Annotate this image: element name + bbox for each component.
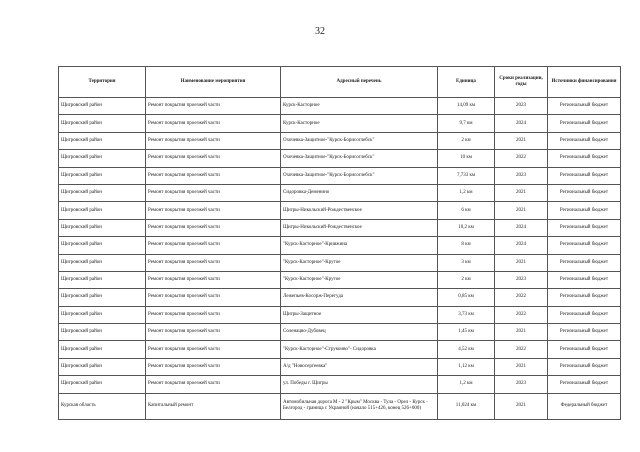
table-row xyxy=(59,254,621,271)
table-row xyxy=(59,271,621,288)
cell-unit: 7,733 км xyxy=(438,167,495,184)
cell-unit: 1,45 км xyxy=(438,324,495,341)
cell-territory: Щигровский район xyxy=(59,237,146,254)
cell-source: Региональный бюджет xyxy=(548,324,621,341)
header-row xyxy=(59,67,621,98)
table-row xyxy=(59,358,621,375)
cell-source: Региональный бюджет xyxy=(548,184,621,201)
cell-address: Щигры-Никольский-Рождественское xyxy=(281,202,438,219)
cell-address: Щигры-Защитное xyxy=(281,306,438,323)
table-row xyxy=(59,219,621,236)
cell-territory: Щигровский район xyxy=(59,184,146,201)
cell-address: Лежепьев-Косорж-Перегуда xyxy=(281,289,438,306)
cell-source: Региональный бюджет xyxy=(548,132,621,149)
cell-measure: Ремонт покрытия проезжей части xyxy=(146,376,281,393)
cell-address: Охочевка-Защитное-"Курск-Борисоглебск" xyxy=(281,150,438,167)
cell-source: Региональный бюджет xyxy=(548,150,621,167)
cell-territory: Щигровский район xyxy=(59,289,146,306)
header-unit: Единица xyxy=(438,67,495,98)
table-row xyxy=(59,202,621,219)
table-header xyxy=(59,67,621,98)
cell-measure: Ремонт покрытия проезжей части xyxy=(146,115,281,132)
table-body xyxy=(59,98,621,420)
cell-territory: Щигровский район xyxy=(59,358,146,375)
table-row xyxy=(59,341,621,358)
table-row xyxy=(59,150,621,167)
cell-year: 2021 xyxy=(495,132,548,149)
cell-territory: Щигровский район xyxy=(59,202,146,219)
page-number: 32 xyxy=(315,26,325,37)
cell-source: Региональный бюджет xyxy=(548,219,621,236)
cell-year: 2024 xyxy=(495,115,548,132)
cell-year: 2022 xyxy=(495,306,548,323)
cell-source: Федеральный бюджет xyxy=(548,393,621,419)
cell-unit: 2 км xyxy=(438,132,495,149)
cell-measure: Ремонт покрытия проезжей части xyxy=(146,289,281,306)
cell-source: Региональный бюджет xyxy=(548,341,621,358)
cell-territory: Щигровский район xyxy=(59,98,146,115)
table-row xyxy=(59,98,621,115)
cell-unit: 8 км xyxy=(438,237,495,254)
table-row xyxy=(59,306,621,323)
cell-source: Региональный бюджет xyxy=(548,289,621,306)
cell-source: Региональный бюджет xyxy=(548,115,621,132)
cell-year: 2024 xyxy=(495,219,548,236)
cell-address: "Курск-Касторное"-Крутое xyxy=(281,254,438,271)
cell-source: Региональный бюджет xyxy=(548,98,621,115)
cell-year: 2021 xyxy=(495,202,548,219)
cell-address: Охочевка-Защитное-"Курск-Борисоглебск" xyxy=(281,132,438,149)
cell-year: 2022 xyxy=(495,341,548,358)
cell-territory: Курская область xyxy=(59,393,146,419)
table-row xyxy=(59,184,621,201)
cell-unit: 9,7 км xyxy=(438,115,495,132)
cell-year: 2023 xyxy=(495,271,548,288)
cell-address: Охочевка-Защитное-"Курск-Борисоглебск" xyxy=(281,167,438,184)
cell-address: Сидоровка-Деменино xyxy=(281,184,438,201)
cell-source: Региональный бюджет xyxy=(548,202,621,219)
cell-address: "Курск-Касторное"-Струкоиво"- Сидоровка xyxy=(281,341,438,358)
table-row xyxy=(59,289,621,306)
road-works-table xyxy=(58,66,621,420)
cell-measure: Капитальный ремонт xyxy=(146,393,281,419)
table-row xyxy=(59,324,621,341)
cell-measure: Ремонт покрытия проезжей части xyxy=(146,324,281,341)
cell-unit: 1,12 км xyxy=(438,358,495,375)
table-row xyxy=(59,167,621,184)
cell-source: Региональный бюджет xyxy=(548,237,621,254)
cell-unit: 0,85 км xyxy=(438,289,495,306)
cell-territory: Щигровский район xyxy=(59,324,146,341)
cell-territory: Щигровский район xyxy=(59,132,146,149)
cell-unit: 14,09 км xyxy=(438,98,495,115)
cell-measure: Ремонт покрытия проезжей части xyxy=(146,358,281,375)
table-row xyxy=(59,393,621,419)
cell-address: Курск-Касторное xyxy=(281,98,438,115)
cell-source: Региональный бюджет xyxy=(548,254,621,271)
cell-measure: Ремонт покрытия проезжей части xyxy=(146,98,281,115)
cell-source: Региональный бюджет xyxy=(548,376,621,393)
cell-unit: 4,52 км xyxy=(438,341,495,358)
cell-territory: Щигровский район xyxy=(59,376,146,393)
cell-territory: Щигровский район xyxy=(59,254,146,271)
cell-territory: Щигровский район xyxy=(59,167,146,184)
cell-unit: 2 км xyxy=(438,271,495,288)
cell-unit: 6 км xyxy=(438,202,495,219)
cell-territory: Щигровский район xyxy=(59,271,146,288)
cell-year: 2023 xyxy=(495,167,548,184)
cell-unit: 1,2 км xyxy=(438,184,495,201)
cell-address: Соленацво-Дубовец xyxy=(281,324,438,341)
cell-unit: 10,2 км xyxy=(438,219,495,236)
cell-measure: Ремонт покрытия проезжей части xyxy=(146,184,281,201)
cell-measure: Ремонт покрытия проезжей части xyxy=(146,202,281,219)
cell-year: 2022 xyxy=(495,289,548,306)
cell-measure: Ремонт покрытия проезжей части xyxy=(146,341,281,358)
cell-address: "Курск-Касторное"-Крияжина xyxy=(281,237,438,254)
cell-year: 2021 xyxy=(495,393,548,419)
header-years: Сроки реализации, годы xyxy=(495,67,548,98)
header-territory: Территория xyxy=(59,67,146,98)
cell-measure: Ремонт покрытия проезжей части xyxy=(146,167,281,184)
table-row xyxy=(59,132,621,149)
cell-territory: Щигровский район xyxy=(59,219,146,236)
header-measure: Наименование мероприятия xyxy=(146,67,281,98)
cell-year: 2023 xyxy=(495,376,548,393)
cell-measure: Ремонт покрытия проезжей части xyxy=(146,306,281,323)
cell-measure: Ремонт покрытия проезжей части xyxy=(146,132,281,149)
cell-measure: Ремонт покрытия проезжей части xyxy=(146,271,281,288)
cell-year: 2022 xyxy=(495,150,548,167)
cell-unit: 3,73 км xyxy=(438,306,495,323)
cell-address: Курск-Касторное xyxy=(281,115,438,132)
cell-territory: Щигровский район xyxy=(59,341,146,358)
cell-year: 2021 xyxy=(495,358,548,375)
header-source: Источники финансирования xyxy=(548,67,621,98)
cell-measure: Ремонт покрытия проезжей части xyxy=(146,219,281,236)
cell-address: Автомобильная дорога М - 2 "Крым" Москва - Тула - Орел - Курск - Белгород - граница с Украиной (начало 515+426, конец 526+000) xyxy=(281,393,438,419)
table-row xyxy=(59,376,621,393)
cell-address: Щигры-Никольский-Рождественское xyxy=(281,219,438,236)
cell-territory: Щигровский район xyxy=(59,115,146,132)
cell-year: 2021 xyxy=(495,324,548,341)
cell-unit: 11,024 км xyxy=(438,393,495,419)
header-address: Адресный перечень xyxy=(281,67,438,98)
table-row xyxy=(59,237,621,254)
cell-address: "Курск-Касторное"-Крутое xyxy=(281,271,438,288)
cell-source: Региональный бюджет xyxy=(548,167,621,184)
cell-measure: Ремонт покрытия проезжей части xyxy=(146,237,281,254)
cell-address: ул. Победы г. Щигры xyxy=(281,376,438,393)
cell-year: 2021 xyxy=(495,254,548,271)
cell-year: 2023 xyxy=(495,98,548,115)
cell-year: 2024 xyxy=(495,237,548,254)
table-row xyxy=(59,115,621,132)
cell-unit: 1,2 км xyxy=(438,376,495,393)
cell-year: 2021 xyxy=(495,184,548,201)
cell-measure: Ремонт покрытия проезжей части xyxy=(146,150,281,167)
cell-measure: Ремонт покрытия проезжей части xyxy=(146,254,281,271)
cell-unit: 3 км xyxy=(438,254,495,271)
cell-territory: Щигровский район xyxy=(59,306,146,323)
cell-address: А/д "Новосергеевка" xyxy=(281,358,438,375)
cell-source: Региональный бюджет xyxy=(548,271,621,288)
cell-unit: 10 км xyxy=(438,150,495,167)
cell-source: Региональный бюджет xyxy=(548,306,621,323)
cell-source: Региональный бюджет xyxy=(548,358,621,375)
cell-territory: Щигровский район xyxy=(59,150,146,167)
